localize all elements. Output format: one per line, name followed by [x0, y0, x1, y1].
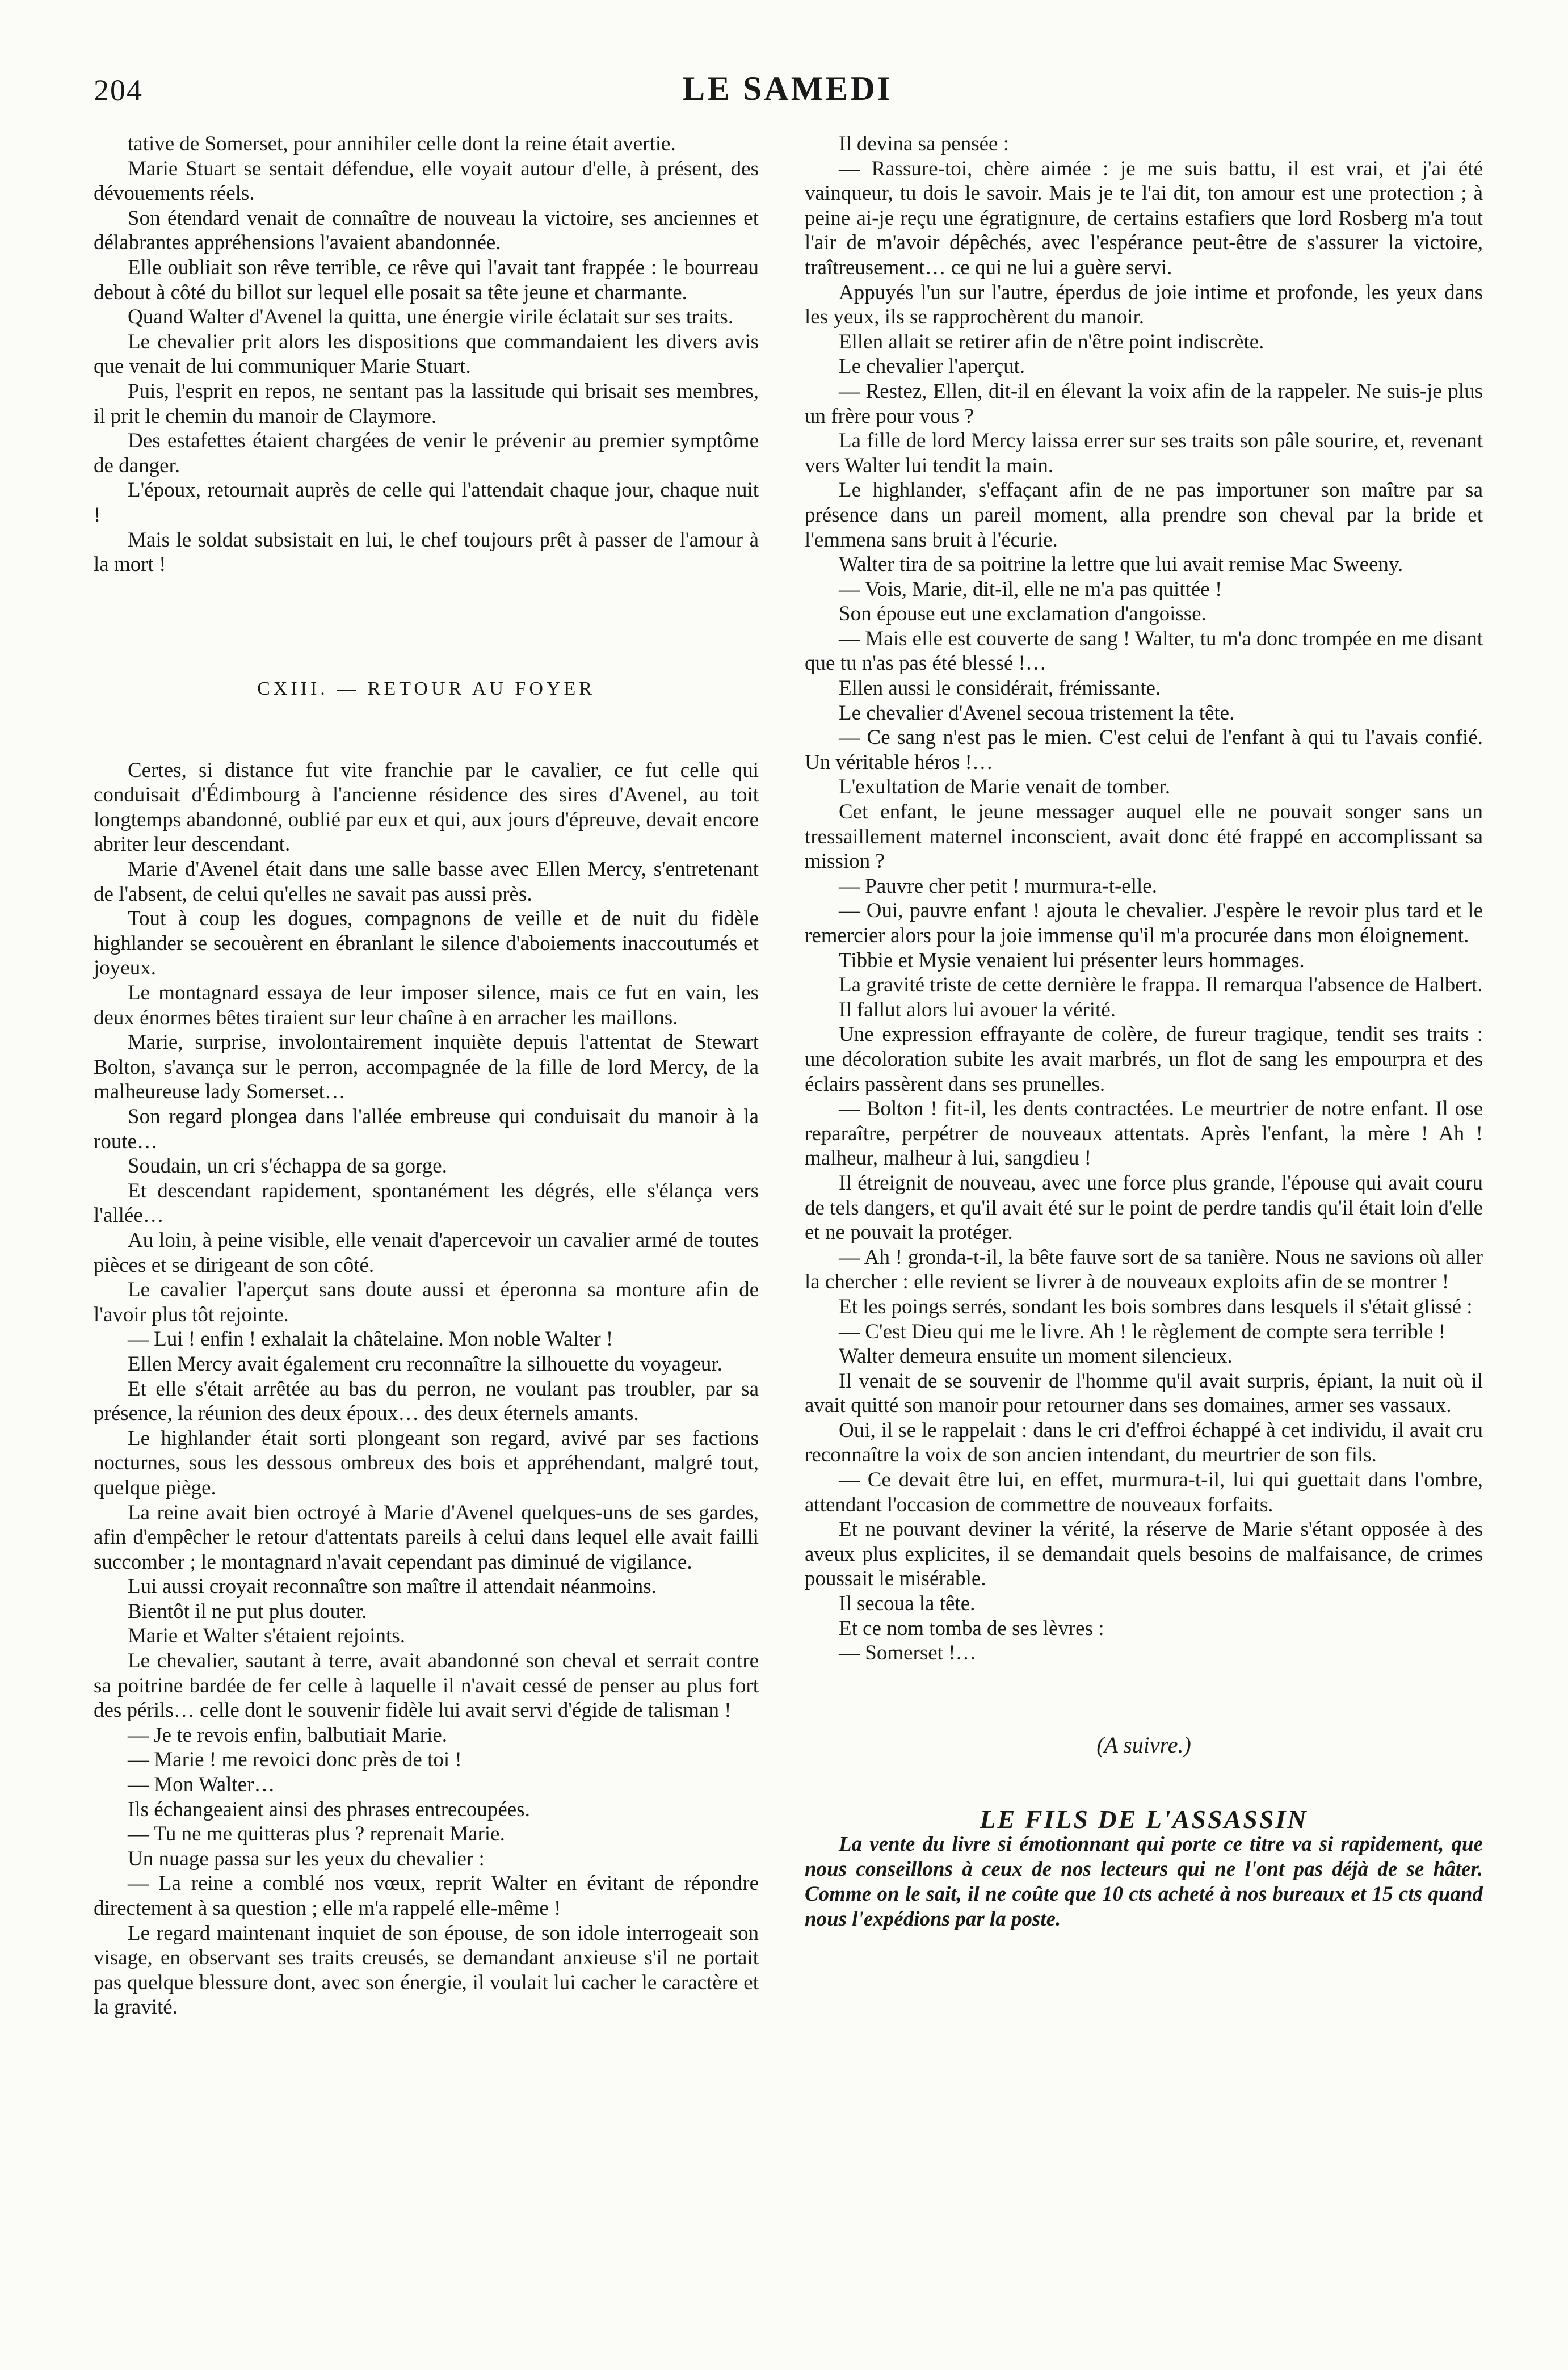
paragraph: Le chevalier l'aperçut.	[839, 355, 1025, 379]
paragraph: Le cavalier l'aperçut sans doute aussi et éperonna sa monture afin de l'avoir plus tôt rejointe.	[94, 1278, 759, 1326]
paragraph: Walter tira de sa poitrine la lettre que lui avait remise Mac Sweeny.	[839, 553, 1403, 577]
paragraph: Le chevalier, sautant à terre, avait abandonné son cheval et serrait contre sa poitrine bardée de fer celle à laquelle il n'avait cessé de penser au plus fort des périls… celle dont le souvenir fidèle lui avait servi d'égide de talisman !	[94, 1649, 759, 1722]
paragraph: Et ne pouvant deviner la vérité, la réserve de Marie s'étant opposée à des aveux plus explicites, il se demandait quels besoins de malfaisance, de crimes poussait le misérable.	[805, 1518, 1483, 1591]
paragraph: — Ce sang n'est pas le mien. C'est celui de l'enfant à qui tu l'avais confié. Un véritable héros !…	[805, 726, 1483, 774]
ad-title: LE FILS DE L'ASSASSIN	[980, 1805, 1308, 1834]
paragraph: Oui, il se le rappelait : dans le cri d'effroi échappé à cet individu, il avait cru reconnaître la voix de son ancien intendant, du meurtrier de son fils.	[805, 1418, 1483, 1467]
paragraph: Au loin, à peine visible, elle venait d'apercevoir un cavalier armé de toutes pièces et se dirigeant de son côté.	[94, 1228, 759, 1277]
right-text	[805, 132, 1483, 1666]
paragraph: — Vois, Marie, dit-il, elle ne m'a pas quittée !	[839, 577, 1222, 601]
paragraph: Cet enfant, le jeune messager auquel elle ne pouvait songer sans un tressaillement maternel inconscient, avait donc été frappé en accomplissant sa mission ?	[805, 800, 1483, 873]
paragraph: — Somerset !…	[839, 1641, 977, 1665]
paragraph: Et ce nom tomba de ses lèvres :	[839, 1616, 1104, 1640]
paragraph: — Mon Walter…	[128, 1773, 275, 1797]
paragraph: Puis, l'esprit en repos, ne sentant pas la lassitude qui brisait ses membres, il prit le chemin du manoir de Claymore.	[94, 379, 759, 428]
paragraph: — Bolton ! fit-il, les dents contractées. Le meurtrier de notre enfant. Il ose reparaître, perpétrer de nouveaux attentats. Après l'enfant, la mère ! Ah ! malheur, malheur à lui, sangdieu !	[805, 1097, 1483, 1170]
ad-text: La vente du livre si émotionnant qui porte ce titre va si rapidement, que nous conseillons à ceux de nos lecteurs qui ne l'ont pas déjà de se hâter. Comme on le sait, il ne coûte que 10 cts acheté à nos bureaux et 15 cts quand nous l'expédions par la poste.	[805, 1833, 1483, 1931]
paragraph: Ellen aussi le considérait, frémissante.	[839, 676, 1161, 700]
paragraph: Bientôt il ne put plus douter.	[128, 1599, 367, 1623]
paragraph: — Marie ! me revoici donc près de toi !	[128, 1748, 462, 1772]
paragraph: — Mais elle est couverte de sang ! Walter, tu m'a donc trompée en me disant que tu n'as pas été blessé !…	[805, 627, 1483, 675]
paragraph: Une expression effrayante de colère, de fureur tragique, tendit ses traits : une décoloration subite les avait marbrés, un flot de sang les empourpra et des éclairs passèrent dans ses prunelles.	[805, 1023, 1483, 1096]
paragraph: Et les poings serrés, sondant les bois sombres dans lesquels il s'était glissé :	[839, 1295, 1473, 1318]
page-number: 204	[94, 73, 143, 107]
right-column	[805, 132, 1483, 1932]
paragraph: Ellen Mercy avait également cru reconnaître la silhouette du voyageur.	[128, 1352, 722, 1376]
paragraph: Il venait de se souvenir de l'homme qu'il avait surpris, épiant, la nuit où il avait quitté son manoir pour retourner dans ses domaines, armer ses vassaux.	[805, 1369, 1483, 1418]
paragraph: — Rassure-toi, chère aimée : je me suis battu, il est vrai, et j'ai été vainqueur, tu dois le savoir. Mais je te l'ai dit, ton amour est une protection ; à peine ai-je reçu une égratignure, de certains estafiers que lord Rosberg m'a tout l'air de m'avoir dépêchés, avec l'espérance peut-être de s'assurer la victoire, traîtreusement… ce qui ne lui a guère servi.	[805, 157, 1483, 279]
paragraph: Il fallut alors lui avouer la vérité.	[839, 998, 1116, 1022]
paragraph: Quand Walter d'Avenel la quitta, une énergie virile éclatait sur ses traits.	[128, 305, 734, 329]
paragraph: Marie, surprise, involontairement inquiète depuis l'attentat de Stewart Bolton, s'avança sur le perron, accompagnée de la fille de lord Mercy, de la malheureuse lady Somerset…	[94, 1031, 759, 1104]
paragraph: Le regard maintenant inquiet de son épouse, de son idole interrogeait son visage, en observant ses traits creusés, se demandant anxieuse s'il ne portait pas quelque blessure dont, avec son énergie, il voulait lui cacher le caractère et la gravité.	[94, 1921, 759, 2019]
to-be-continued: (A suivre.)	[1096, 1732, 1191, 1758]
paragraph: — Tu ne me quitteras plus ? reprenait Marie.	[128, 1822, 505, 1846]
paragraph: Elle oubliait son rêve terrible, ce rêve qui l'avait tant frappée : le bourreau debout à côté du billot sur lequel elle posait sa tête jeune et charmante.	[94, 255, 759, 304]
paragraph: — Ce devait être lui, en effet, murmura-t-il, lui qui guettait dans l'ombre, attendant l'occasion de commettre de nouveaux forfaits.	[805, 1468, 1483, 1516]
paragraph: — Lui ! enfin ! exhalait la châtelaine. Mon noble Walter !	[128, 1327, 613, 1351]
paragraph: Des estafettes étaient chargées de venir le prévenir au premier symptôme de danger.	[94, 429, 759, 477]
paragraph: Il secoua la tête.	[839, 1592, 976, 1616]
paragraph: Marie d'Avenel était dans une salle basse avec Ellen Mercy, s'entretenant de l'absent, de celui qu'elles ne savait pas aussi près.	[94, 858, 759, 906]
paragraph: — Restez, Ellen, dit-il en élevant la voix afin de la rappeler. Ne suis-je plus un frère pour vous ?	[805, 379, 1483, 428]
paragraph: Le chevalier d'Avenel secoua tristement la tête.	[839, 701, 1235, 725]
paragraph: — Je te revois enfin, balbutiait Marie.	[128, 1723, 448, 1747]
paragraph: Et elle s'était arrêtée au bas du perron, ne voulant pas troubler, par sa présence, la réunion des deux époux… des deux éternels amants.	[94, 1377, 759, 1426]
paragraph: L'époux, retournait auprès de celle qui l'attendait chaque jour, chaque nuit !	[94, 478, 759, 527]
page-header	[94, 67, 1481, 112]
paragraph: La gravité triste de cette dernière le frappa. Il remarqua l'absence de Halbert.	[839, 973, 1483, 997]
paragraph: — La reine a comblé nos vœux, reprit Walter en évitant de répondre directement à sa question ; elle m'a rappelé elle-même !	[94, 1872, 759, 1920]
paragraph: Appuyés l'un sur l'autre, éperdus de joie intime et profonde, les yeux dans les yeux, ils se rapprochèrent du manoir.	[805, 280, 1483, 329]
masthead: LE SAMEDI	[682, 70, 893, 107]
left-column	[94, 132, 759, 2020]
chapter-title: CXIII. — RETOUR AU FOYER	[257, 678, 595, 699]
paragraph: Walter demeura ensuite un moment silencieux.	[839, 1344, 1233, 1368]
paragraph: Le highlander était sorti plongeant son regard, avivé par ses factions nocturnes, sous les dessous ombreux des bois et appréhendant, malgré tout, quelque piège.	[94, 1426, 759, 1499]
paragraph: Soudain, un cri s'échappa de sa gorge.	[128, 1154, 447, 1178]
paragraph: La reine avait bien octroyé à Marie d'Avenel quelques-uns de ses gardes, afin d'empêcher le retour d'attentats pareils à celui dans lequel elle avait failli succomber ; le montagnard n'avait cependant pas diminué de vigilance.	[94, 1501, 759, 1574]
paragraph: Marie Stuart se sentait défendue, elle voyait autour d'elle, à présent, des dévouements réels.	[94, 157, 759, 205]
paragraph: Mais le soldat subsistait en lui, le chef toujours prêt à passer de l'amour à la mort !	[94, 528, 759, 577]
paragraph: Il devina sa pensée :	[839, 132, 1009, 156]
paragraph: La fille de lord Mercy laissa errer sur ses traits son pâle sourire, et, revenant vers Walter lui tendit la main.	[805, 429, 1483, 477]
paragraph: Marie et Walter s'étaient rejoints.	[128, 1624, 405, 1648]
chapter-text	[94, 758, 759, 2020]
paragraph: Et descendant rapidement, spontanément les dégrés, elle s'élança vers l'allée…	[94, 1179, 759, 1228]
paragraph: Ellen allait se retirer afin de n'être point indiscrète.	[839, 330, 1264, 354]
paragraph: Tout à coup les dogues, compagnons de veille et de nuit du fidèle highlander se secouèrent en ébranlant le silence d'aboiements inaccoutumés et joyeux.	[94, 907, 759, 980]
paragraph: Un nuage passa sur les yeux du chevalier :	[128, 1847, 485, 1871]
paragraph: Il étreignit de nouveau, avec une force plus grande, l'épouse qui avait couru de tels dangers, et qu'il avait été sur le point de perdre tandis qu'il était loin d'elle et ne pouvait la protéger.	[805, 1171, 1483, 1245]
paragraph: Le montagnard essaya de leur imposer silence, mais ce fut en vain, les deux énormes bêtes tiraient sur leur chaîne à en arracher les maillons.	[94, 981, 759, 1029]
paragraph: — Pauvre cher petit ! murmura-t-elle.	[839, 874, 1157, 898]
paragraph: Tibbie et Mysie venaient lui présenter leurs hommages.	[839, 948, 1305, 972]
paragraph: Son étendard venait de connaître de nouveau la victoire, ses anciennes et délabrantes appréhensions l'avaient abandonnée.	[94, 206, 759, 255]
paragraph: Lui aussi croyait reconnaître son maître il attendait néanmoins.	[128, 1575, 657, 1599]
paragraph: Certes, si distance fut vite franchie par le cavalier, ce fut celle qui conduisait d'Édimbourg à l'ancienne résidence des sires d'Avenel, au toit longtemps abandonné, oublié par eux et qui, aux jours d'épreuve, devait encore abriter leur descendant.	[94, 758, 759, 856]
paragraph: Ils échangeaient ainsi des phrases entrecoupées.	[128, 1797, 530, 1821]
paragraph: Le chevalier prit alors les dispositions que commandaient les divers avis que venait de lui communiquer Marie Stuart.	[94, 330, 759, 379]
paragraph: L'exultation de Marie venait de tomber.	[839, 775, 1171, 799]
paragraph: Le highlander, s'effaçant afin de ne pas importuner son maître par sa présence dans un pareil moment, alla prendre son cheval par la bride et l'emmena sans bruit à l'écurie.	[805, 478, 1483, 552]
left-top-text	[94, 132, 759, 577]
paragraph: — Ah ! gronda-t-il, la bête fauve sort de sa tanière. Nous ne savions où aller la chercher : elle revient se livrer à de nouveaux exploits afin de se montrer !	[805, 1245, 1483, 1294]
paragraph: Son épouse eut une exclamation d'angoisse.	[839, 602, 1207, 626]
paragraph: — C'est Dieu qui me le livre. Ah ! le règlement de compte sera terrible !	[839, 1320, 1446, 1343]
paragraph: — Oui, pauvre enfant ! ajouta le chevalier. J'espère le revoir plus tard et le remercier alors pour la joie immense qu'il m'a procurée dans mon éloignement.	[805, 899, 1483, 947]
paragraph: tative de Somerset, pour annihiler celle dont la reine était avertie.	[128, 132, 676, 156]
paragraph: Son regard plongea dans l'allée embreuse qui conduisait du manoir à la route…	[94, 1105, 759, 1153]
